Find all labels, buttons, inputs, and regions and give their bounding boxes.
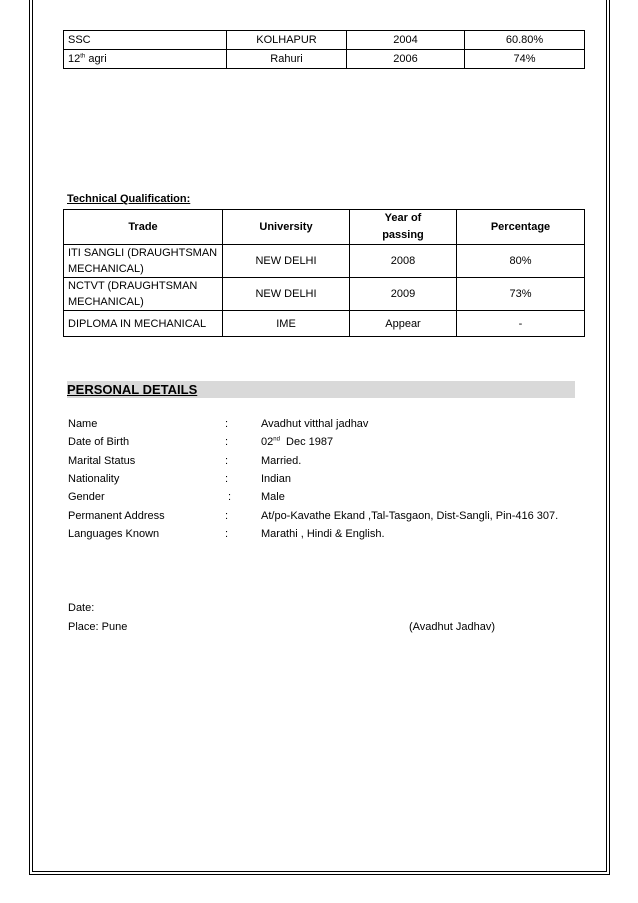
personal-details-header bbox=[67, 381, 575, 398]
detail-value: Marathi , Hindi & English. bbox=[261, 528, 385, 540]
table-row bbox=[64, 31, 585, 50]
percentage-cell: 80% bbox=[457, 245, 585, 278]
detail-row-gender bbox=[0, 491, 638, 507]
trade-cell: ITI SANGLI (DRAUGHTSMAN MECHANICAL) bbox=[64, 245, 223, 278]
percentage-cell: 74% bbox=[465, 50, 585, 69]
board-cell: Rahuri bbox=[227, 50, 347, 69]
exam-cell: 12th agri bbox=[64, 50, 227, 69]
detail-row-languages bbox=[0, 528, 638, 544]
table-row bbox=[64, 50, 585, 69]
percentage-cell: 73% bbox=[457, 278, 585, 311]
table-row bbox=[64, 311, 585, 337]
education-table bbox=[63, 30, 585, 69]
detail-label: Gender bbox=[68, 491, 105, 503]
detail-label: Marital Status bbox=[68, 455, 136, 467]
detail-separator: : bbox=[225, 455, 229, 467]
detail-value: Male bbox=[261, 491, 285, 503]
place-label: Place: Pune bbox=[68, 621, 128, 633]
trade-cell: DIPLOMA IN MECHANICAL bbox=[64, 311, 223, 337]
year-cell: 2008 bbox=[350, 245, 457, 278]
detail-separator: : bbox=[225, 473, 229, 485]
signature-name: (Avadhut Jadhav) bbox=[409, 621, 496, 633]
column-header-year: Year of passing bbox=[350, 210, 457, 245]
university-cell: NEW DELHI bbox=[223, 278, 350, 311]
table-row bbox=[64, 278, 585, 311]
detail-separator: : bbox=[225, 418, 229, 430]
detail-row-dob bbox=[0, 436, 638, 452]
year-cell: 2006 bbox=[347, 50, 465, 69]
detail-separator: : bbox=[225, 510, 229, 522]
column-header-university: University bbox=[223, 210, 350, 245]
detail-row-marital-status bbox=[0, 455, 638, 471]
detail-separator: : bbox=[225, 528, 229, 540]
percentage-cell: - bbox=[457, 311, 585, 337]
university-cell: IME bbox=[223, 311, 350, 337]
exam-cell: SSC bbox=[64, 31, 227, 50]
year-cell: 2004 bbox=[347, 31, 465, 50]
table-row bbox=[64, 245, 585, 278]
column-header-percentage: Percentage bbox=[457, 210, 585, 245]
column-header-trade: Trade bbox=[64, 210, 223, 245]
detail-label: Permanent Address bbox=[68, 510, 165, 522]
board-cell: KOLHAPUR bbox=[227, 31, 347, 50]
detail-row-nationality bbox=[0, 473, 638, 489]
detail-value: Married. bbox=[261, 455, 302, 467]
detail-label: Nationality bbox=[68, 473, 120, 485]
personal-details-title: PERSONAL DETAILS bbox=[67, 382, 198, 397]
year-cell: Appear bbox=[350, 311, 457, 337]
detail-label: Languages Known bbox=[68, 528, 160, 540]
detail-value: 02nd Dec 1987 bbox=[261, 436, 334, 448]
detail-row-name bbox=[0, 418, 638, 434]
trade-cell: NCTVT (DRAUGHTSMAN MECHANICAL) bbox=[64, 278, 223, 311]
detail-label: Date of Birth bbox=[68, 436, 130, 448]
table-header-row bbox=[64, 210, 585, 245]
detail-row-address bbox=[0, 510, 638, 526]
detail-value: Avadhut vitthal jadhav bbox=[261, 418, 369, 430]
university-cell: NEW DELHI bbox=[223, 245, 350, 278]
percentage-cell: 60.80% bbox=[465, 31, 585, 50]
date-label: Date: bbox=[68, 602, 95, 614]
detail-value: Indian bbox=[261, 473, 291, 485]
detail-separator: : bbox=[225, 436, 229, 448]
detail-label: Name bbox=[68, 418, 98, 430]
technical-qualification-heading: Technical Qualification: bbox=[67, 193, 191, 205]
year-cell: 2009 bbox=[350, 278, 457, 311]
detail-separator: : bbox=[228, 491, 232, 503]
detail-value: At/po-Kavathe Ekand ,Tal-Tasgaon, Dist-Sangli, Pin-416 307. bbox=[261, 510, 559, 522]
technical-qualification-table bbox=[63, 209, 585, 337]
